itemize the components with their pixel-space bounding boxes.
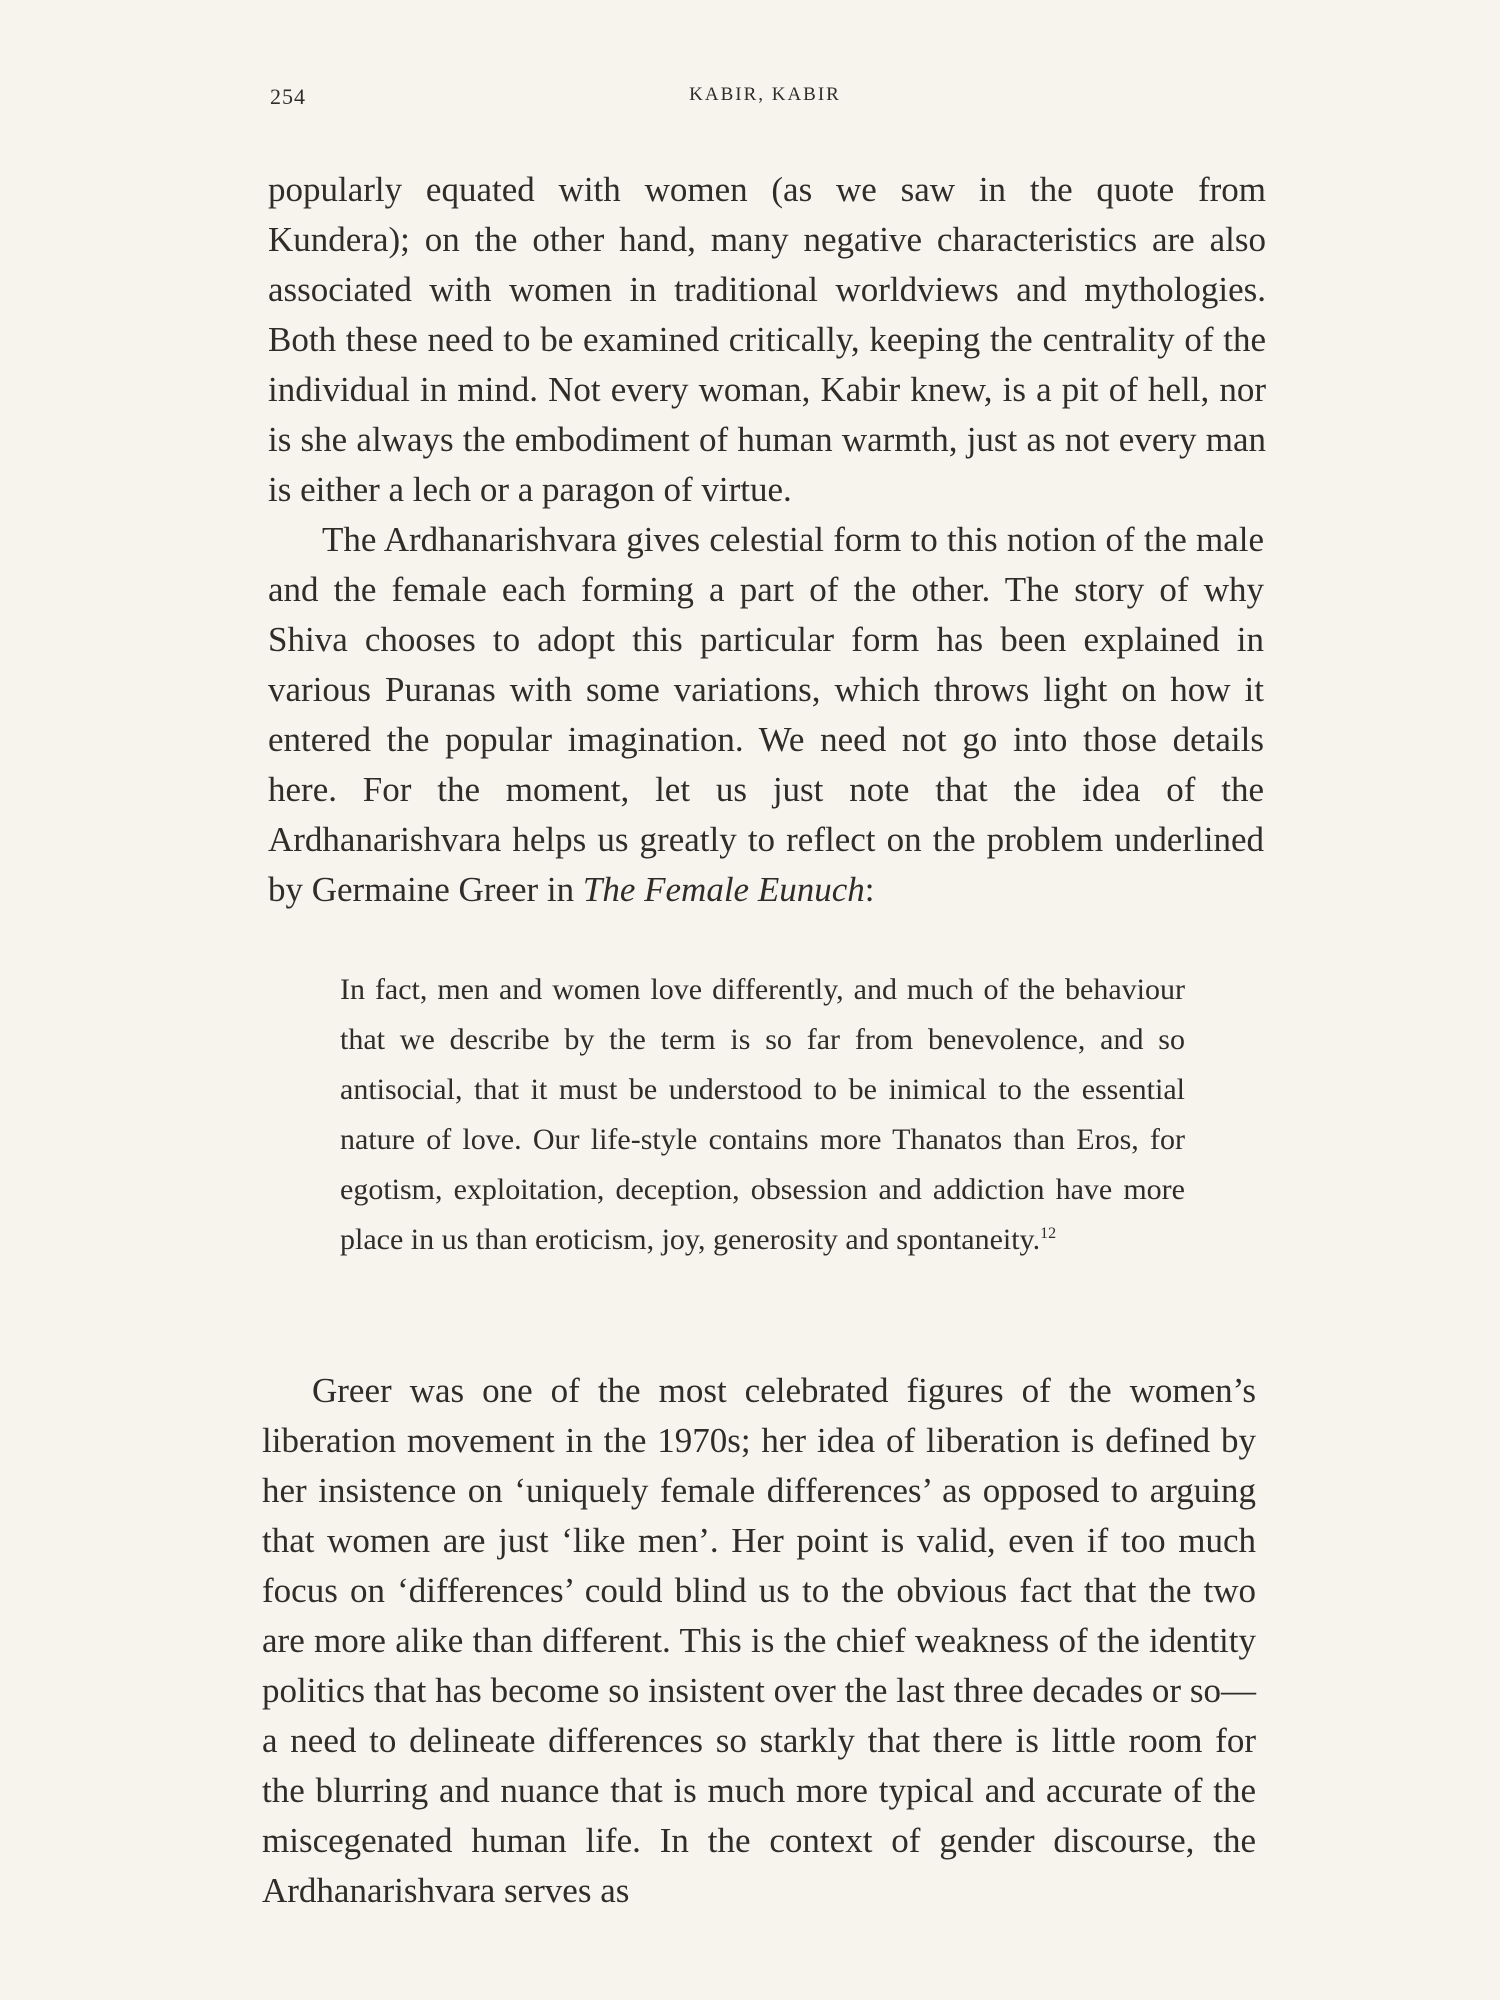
- paragraph-three: Greer was one of the most celebrated figures of the women’s liberation movement in the 1970s; her idea of liberation is defined by her insistence on ‘uniquely female differences’ as opposed to arguing that women are just ‘like men’. Her point is valid, even if too much focus on ‘differences’ could blind us to the obvious fact that the two are more alike than different. This is the chief weakness of the identity politics that has become so insistent over the last three decades or so—a need to delineate differences so starkly that there is little room for the blurring and nuance that is much more typical and accurate of the miscegenated human life. In the context of gender discourse, the Ardhanarishvara serves as: [262, 1371, 1256, 1910]
- blockquote: [340, 965, 1185, 1265]
- quote-text: In fact, men and women love differently, and much of the behaviour that we describe by the term is so far from benevolence, and so antisocial, that it must be understood to be inimical to the essential nature of love. Our life-style contains more Thanatos than Eros, for egotism, exploitation, deception, obsession and addiction have more place in us than eroticism, joy, generosity and spontaneity.: [340, 973, 1185, 1256]
- running-title: KABIR, KABIR: [689, 84, 841, 105]
- running-head: [270, 84, 1260, 124]
- book-title: The Female Eunuch: [582, 870, 865, 909]
- paragraph-two-text: The Ardhanarishvara gives celestial form to this notion of the male and the female each forming a part of the other. The story of why Shiva chooses to adopt this particular form has been explained in various Puranas with some variations, which throws light on how it entered the popular imagination. We need not go into those details here. For the moment, let us just note that the idea of the Ardhanarishvara helps us greatly to reflect on the problem underlined by Germaine Greer in: [268, 520, 1264, 909]
- paragraph-two: [268, 515, 1264, 915]
- footnote-marker: 12: [1040, 1225, 1057, 1242]
- paragraph-one: popularly equated with women (as we saw in the quote from Kundera); on the other hand, many negative characteristics are also associated with women in traditional worldviews and mythologies. Both these need to be examined critically, keeping the centrality of the individual in mind. Not every woman, Kabir knew, is a pit of hell, nor is she always the embodiment of human warmth, just as not every man is either a lech or a paragon of virtue.: [268, 170, 1266, 509]
- paragraph-two-colon: :: [864, 870, 875, 909]
- page-number: 254: [270, 84, 306, 109]
